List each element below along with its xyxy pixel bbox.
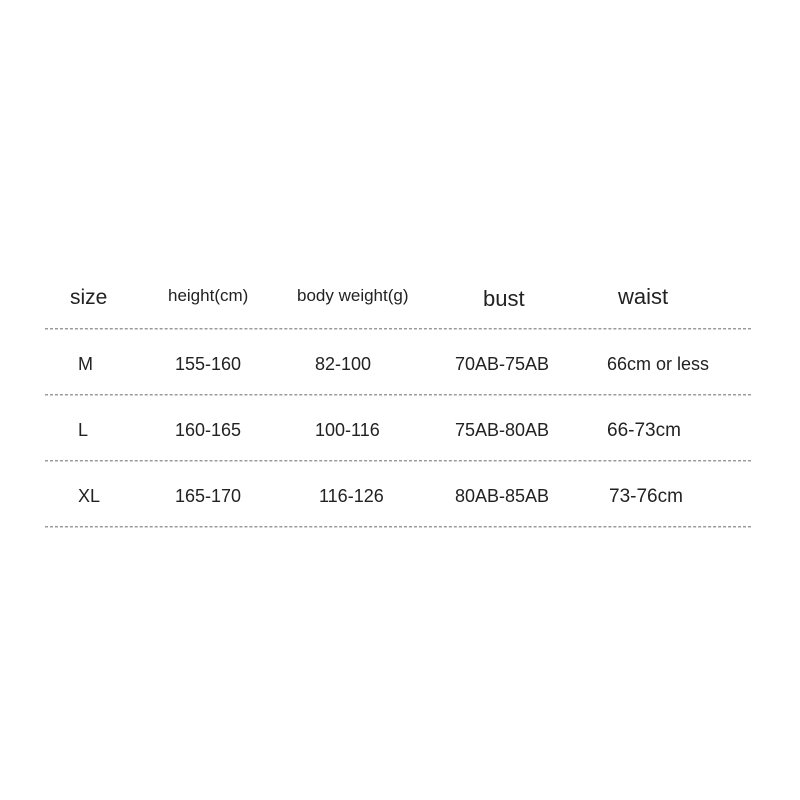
cell-size: M [78, 354, 93, 374]
table-row [45, 396, 751, 460]
row-divider [45, 526, 751, 528]
cell-body-weight: 100-116 [315, 420, 380, 440]
cell-body-weight: 82-100 [315, 354, 372, 374]
cell-size: L [78, 420, 89, 440]
cell-body-weight: 116-126 [319, 486, 384, 506]
cell-waist: 66cm or less [607, 354, 710, 374]
table-row [45, 330, 751, 394]
cell-height: 165-170 [175, 486, 242, 506]
table-row [45, 462, 751, 526]
header-body-weight: body weight(g) [297, 286, 409, 305]
cell-bust: 70AB-75AB [455, 354, 550, 374]
header-size: size [70, 286, 108, 309]
cell-height: 155-160 [175, 354, 242, 374]
size-chart-table [45, 270, 751, 528]
table-header-row [45, 270, 751, 328]
cell-height: 160-165 [175, 420, 242, 440]
cell-size: XL [78, 486, 101, 506]
cell-waist: 73-76cm [609, 486, 683, 507]
header-bust: bust [483, 286, 525, 311]
cell-bust: 80AB-85AB [455, 486, 550, 506]
header-height: height(cm) [168, 286, 249, 305]
cell-bust: 75AB-80AB [455, 420, 550, 440]
header-waist: waist [618, 284, 669, 309]
cell-waist: 66-73cm [607, 420, 681, 441]
